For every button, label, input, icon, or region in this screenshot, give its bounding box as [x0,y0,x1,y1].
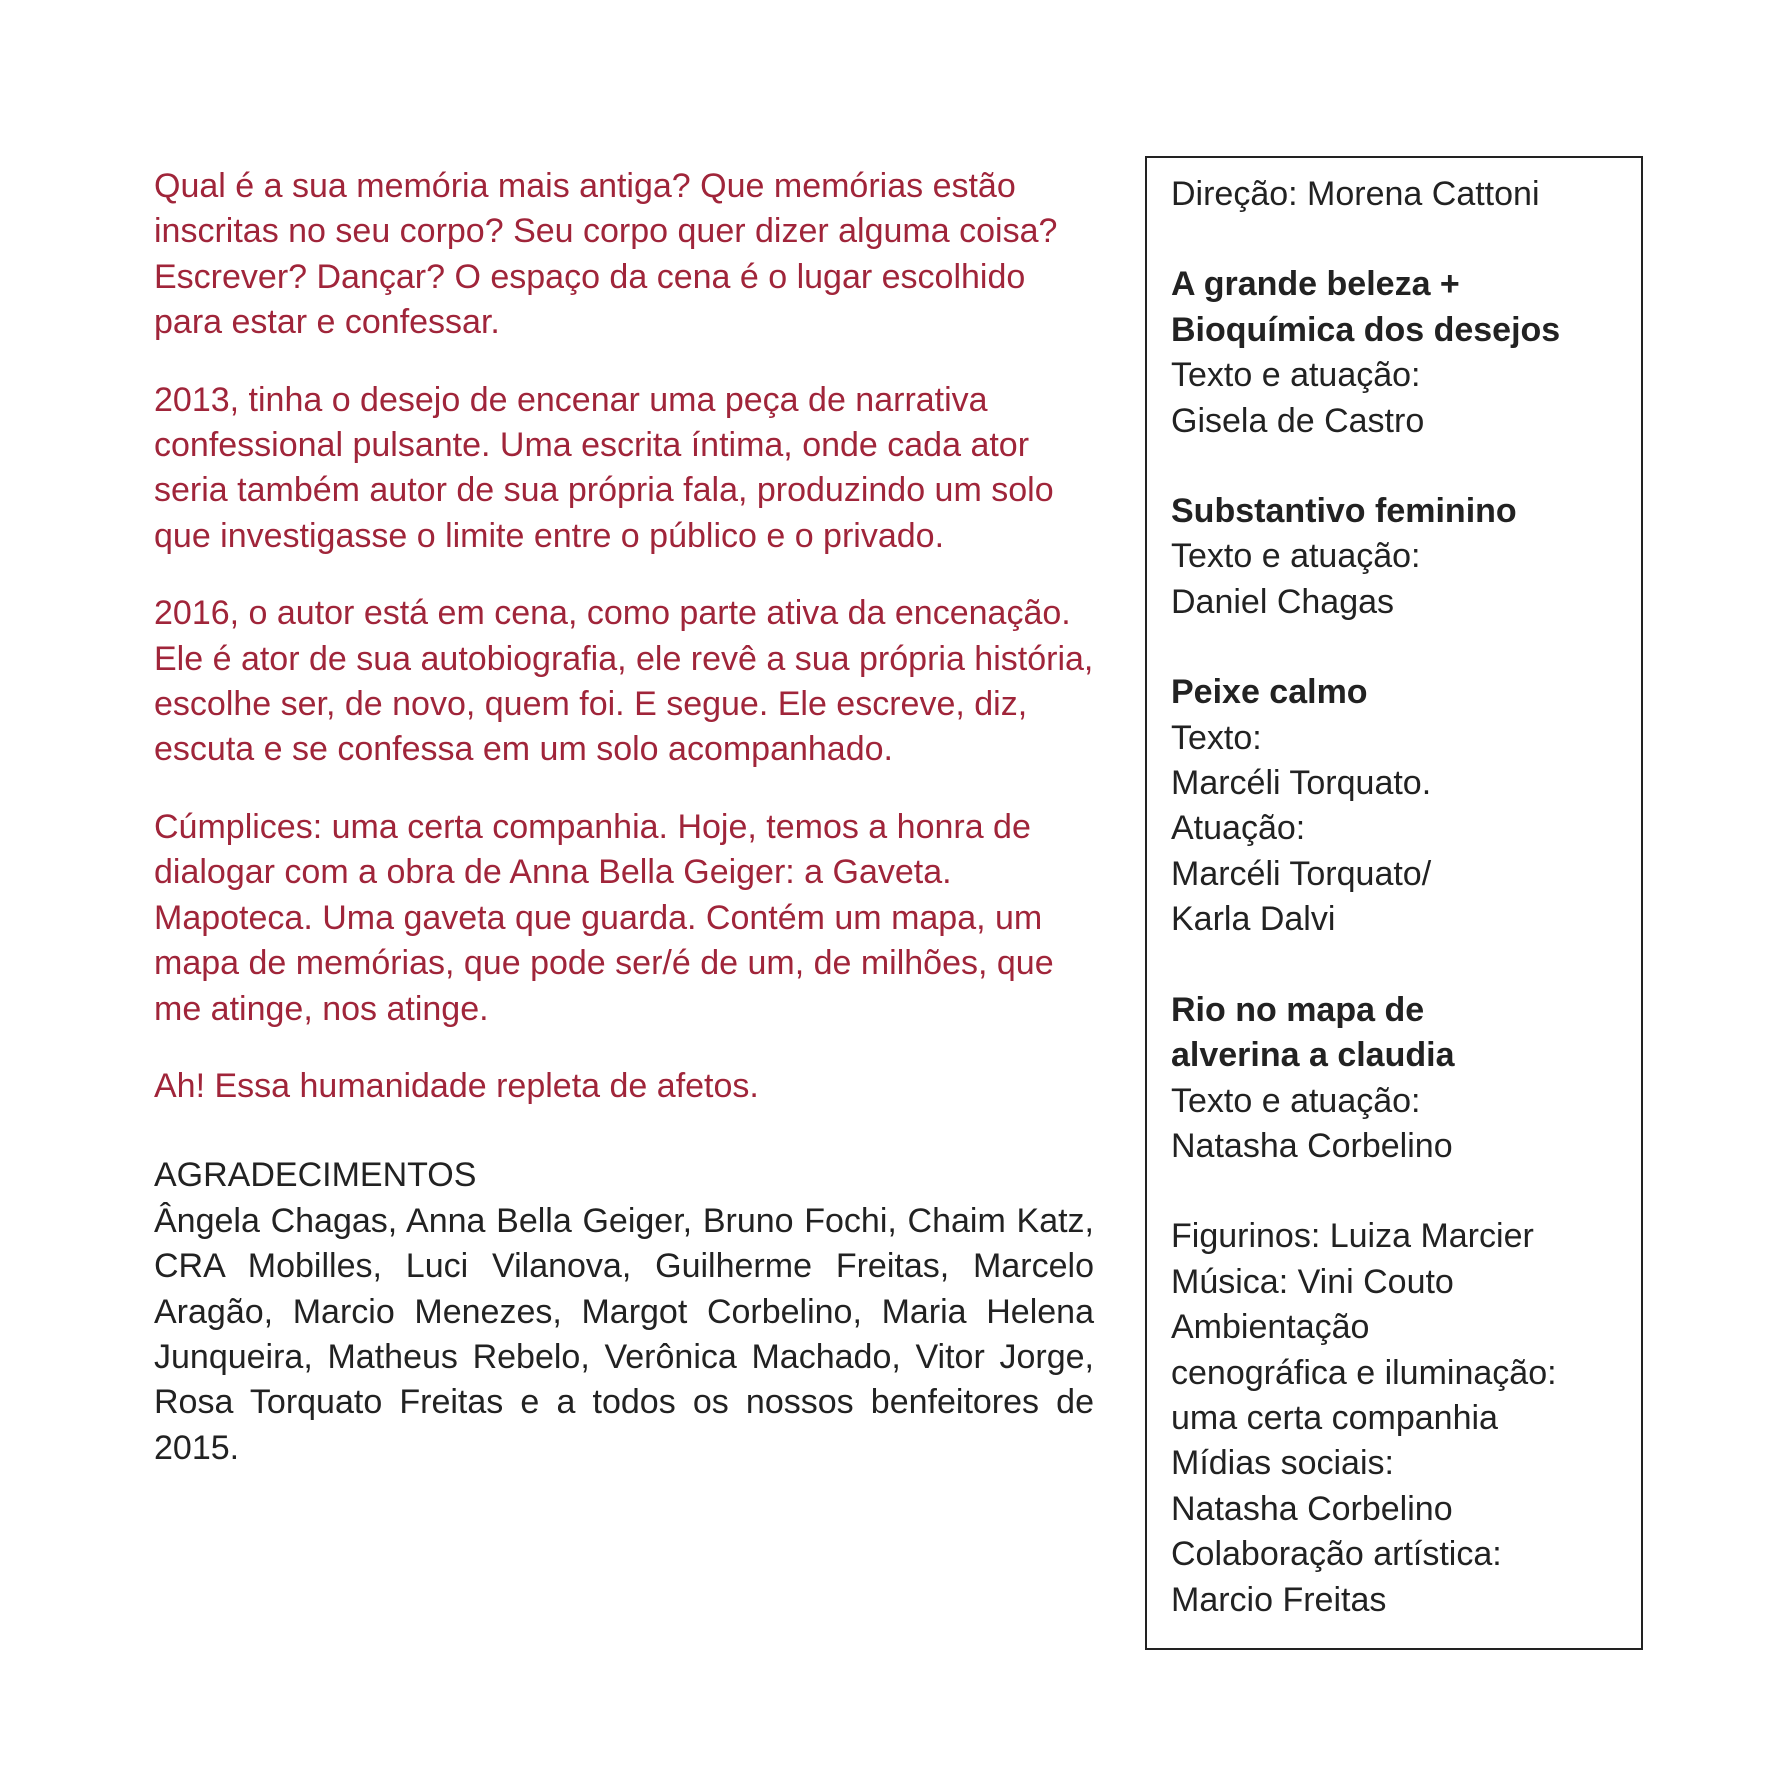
piece-title: Rio no mapa de [1171,990,1425,1029]
credit-line: Texto: [1171,718,1262,757]
piece-credit [1171,988,1641,1170]
intro-paragraph: Cúmplices: uma certa companhia. Hoje, temos a honra de dialogar com a obra de Anna Bella Geiger: a Gaveta. Mapoteca. Uma gaveta que guarda. Contém um mapa, um mapa de memórias, que pode ser/é de um, de milhões, que me atinge, nos atinge. [154,807,1054,1028]
credit-line: Atuação: [1171,809,1306,848]
credit-line: Marcéli Torquato/ [1171,854,1432,893]
acknowledgements-title: AGRADECIMENTOS [154,1156,477,1195]
direction-credit [1171,172,1641,217]
intro-paragraph: 2013, tinha o desejo de encenar uma peça de narrativa confessional pulsante. Uma escrita íntima, onde cada ator seria também autor de sua própria fala, produzindo um solo que investigasse o limite entre o público e o privado. [154,380,1054,555]
intro-text [154,164,1094,1109]
staff-line: Música: Vini Couto [1171,1262,1454,1301]
staff-line: Ambientação [1171,1308,1370,1347]
staff-line: cenográfica e iluminação: [1171,1353,1557,1392]
staff-credits [1171,1214,1641,1623]
credit-line: Karla Dalvi [1171,900,1336,939]
intro-paragraph: 2016, o autor está em cena, como parte ativa da encenação. Ele é ator de sua autobiografia, ele revê a sua própria história, escolhe ser, de novo, quem foi. E segue. Ele escreve, diz, escuta e se confessa em um solo acompanhado. [154,594,1094,769]
piece-title: Peixe calmo [1171,673,1368,712]
credit-line: Gisela de Castro [1171,401,1425,440]
piece-title: Bioquímica dos desejos [1171,310,1561,349]
staff-line: uma certa companhia [1171,1398,1498,1437]
acknowledgements-body: Ângela Chagas, Anna Bella Geiger, Bruno Fochi, Chaim Katz, CRA Mobilles, Luci Vilanova, Guilherme Freitas, Marcelo Aragão, Marcio Menezes, Margot Corbelino, Maria Helena Junqueira, Matheus Rebelo, Verônica Machado, Vitor Jorge, Rosa Torquato Freitas e a todos os nossos benfeitores de 2015. [154,1201,1094,1467]
intro-paragraph: Ah! Essa humanidade repleta de afetos. [154,1066,759,1105]
piece-credit [1171,262,1641,444]
piece-credit [1171,489,1641,625]
credit-line: Texto e atuação: [1171,1081,1421,1120]
credit-line: Texto e atuação: [1171,537,1421,576]
credit-line: Texto e atuação: [1171,356,1421,395]
credits-box [1145,156,1643,1650]
piece-credit [1171,670,1641,942]
piece-title: A grande beleza + [1171,265,1460,304]
credit-line: Marcéli Torquato. [1171,764,1432,803]
piece-title: Substantivo feminino [1171,492,1517,531]
intro-paragraph: Qual é a sua memória mais antiga? Que memórias estão inscritas no seu corpo? Seu corpo quer dizer alguma coisa? Escrever? Dançar? O espaço da cena é o lugar escolhido para estar e confessar. [154,167,1058,342]
staff-line: Mídias sociais: [1171,1444,1394,1483]
staff-line: Figurinos: Luiza Marcier [1171,1217,1534,1256]
main-text-column [154,164,1094,1471]
credit-line: Daniel Chagas [1171,582,1395,621]
staff-line: Natasha Corbelino [1171,1489,1453,1528]
credit-line: Natasha Corbelino [1171,1126,1453,1165]
acknowledgements [154,1153,1094,1471]
direction-line: Direção: Morena Cattoni [1171,175,1540,213]
staff-line: Colaboração artística: [1171,1535,1502,1574]
staff-line: Marcio Freitas [1171,1580,1387,1619]
piece-title: alverina a claudia [1171,1036,1455,1075]
